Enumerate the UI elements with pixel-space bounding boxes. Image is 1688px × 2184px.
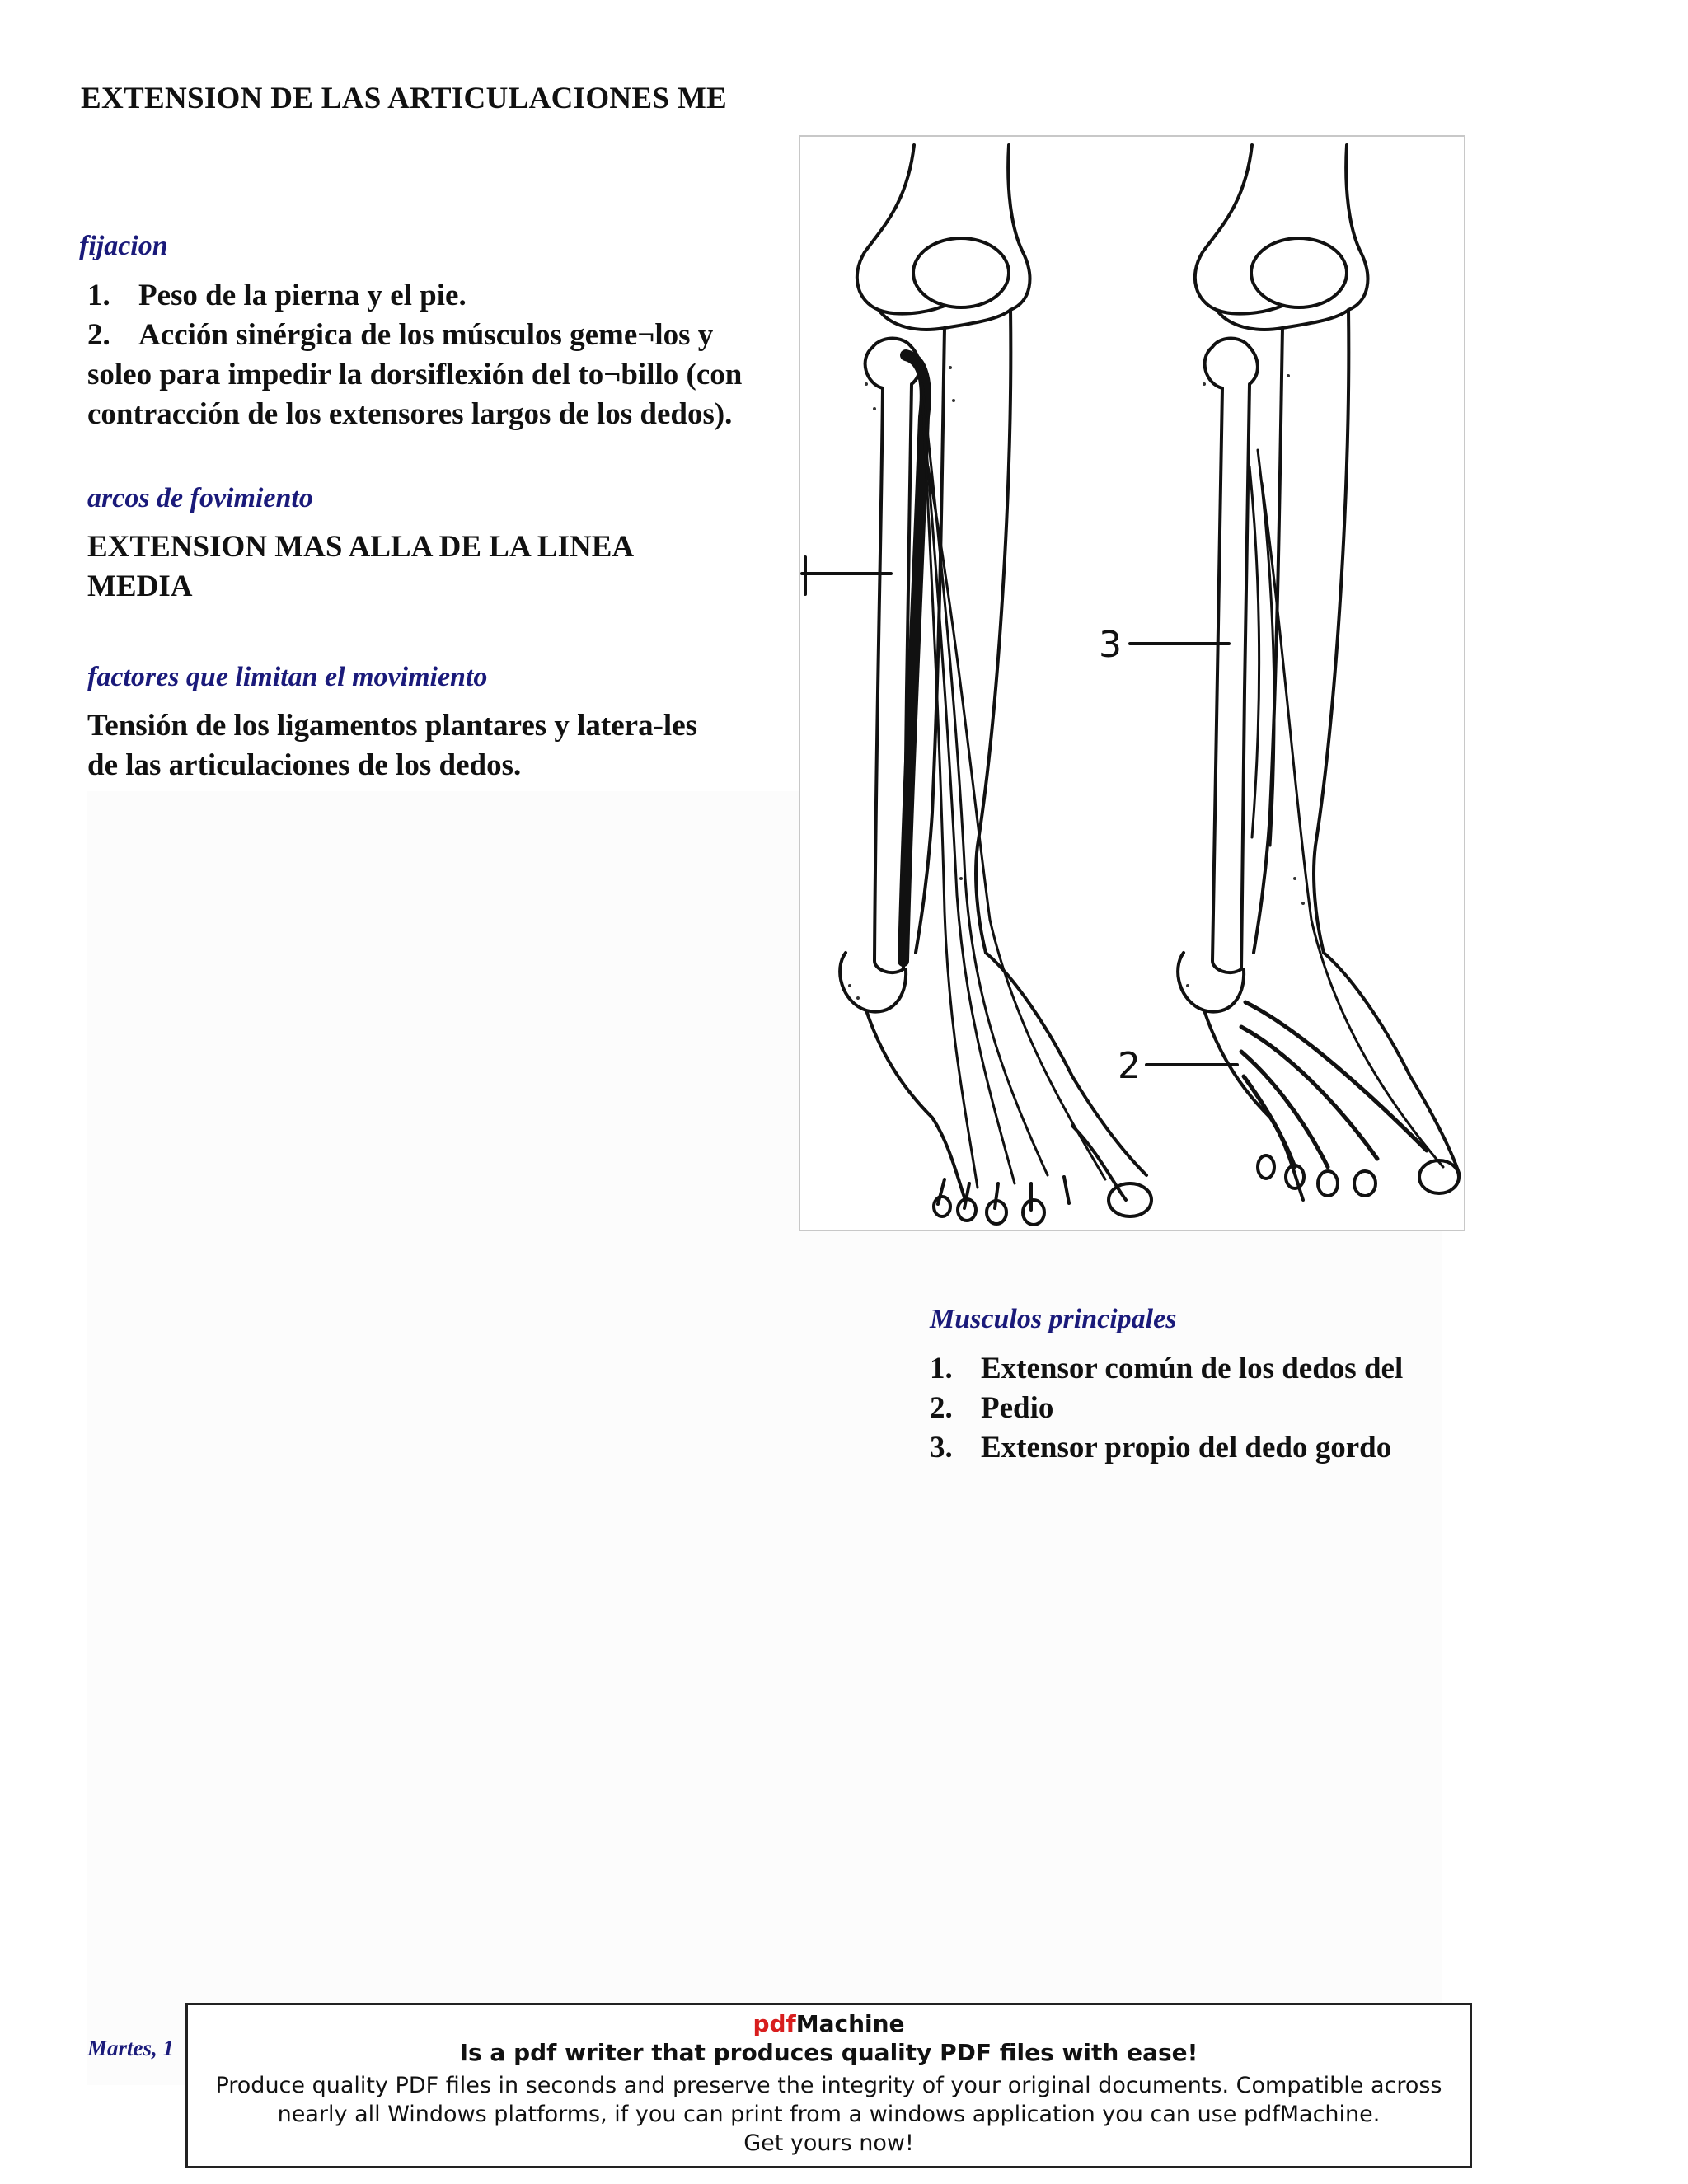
list-item	[930, 1389, 1457, 1428]
list-number: 2.	[87, 318, 110, 352]
range-heading: arcos de fovimiento	[87, 483, 313, 513]
page-title: EXTENSION DE LAS ARTICULACIONES ME	[81, 82, 728, 115]
muscles-list	[930, 1349, 1457, 1468]
leg-foot-drawing	[800, 137, 1464, 1230]
limits-heading: factores que limitan el movimiento	[87, 662, 488, 692]
list-item	[930, 1428, 1457, 1468]
list-text: Peso de la pierna y el pie.	[138, 279, 467, 312]
ad-tagline: Is a pdf writer that produces quality PDF files with ease!	[459, 2039, 1198, 2066]
list-number: 1.	[930, 1352, 953, 1385]
list-number: 3.	[930, 1431, 953, 1465]
list-item	[930, 1349, 1457, 1389]
brand-pdf: pdf	[753, 2010, 796, 2037]
anatomy-figure	[799, 135, 1465, 1231]
list-number: 1.	[87, 279, 110, 312]
list-text: Extensor común de los dedos del	[981, 1352, 1404, 1385]
range-text: EXTENSION MAS ALLA DE LA LINEA MEDIA	[87, 530, 633, 603]
pdfmachine-ad[interactable]	[185, 2003, 1472, 2168]
list-number: 2.	[930, 1391, 953, 1425]
fixation-list	[87, 276, 763, 434]
muscles-heading: Musculos principales	[930, 1304, 1177, 1334]
ad-body: Produce quality PDF files in seconds and preserve the integrity of your original documents. Compatible across nearly all Windows platforms, if you can print from a windows application you can use pdfMachine.	[215, 2073, 1442, 2127]
list-item	[87, 276, 763, 316]
list-item	[87, 316, 763, 434]
limits-text: Tensión de los ligamentos plantares y latera-les de las articulaciones de los dedos.	[87, 709, 698, 782]
footer-date: Martes, 1	[87, 2036, 175, 2060]
ad-cta[interactable]: Get yours now!	[743, 2130, 914, 2156]
fixation-heading: fijacion	[79, 231, 168, 261]
figure-label-2: 2	[1118, 1045, 1141, 1087]
ad-brand	[188, 2010, 1470, 2037]
brand-machine: Machine	[795, 2010, 905, 2037]
figure-label-3: 3	[1099, 624, 1122, 666]
list-text: Extensor propio del dedo gordo	[981, 1431, 1392, 1465]
list-text: Pedio	[981, 1391, 1054, 1425]
list-text: Acción sinérgica de los músculos geme¬los y soleo para impedir la dorsiflexión del to¬billo (con contracción de los extensores largos de los dedos).	[87, 318, 743, 431]
